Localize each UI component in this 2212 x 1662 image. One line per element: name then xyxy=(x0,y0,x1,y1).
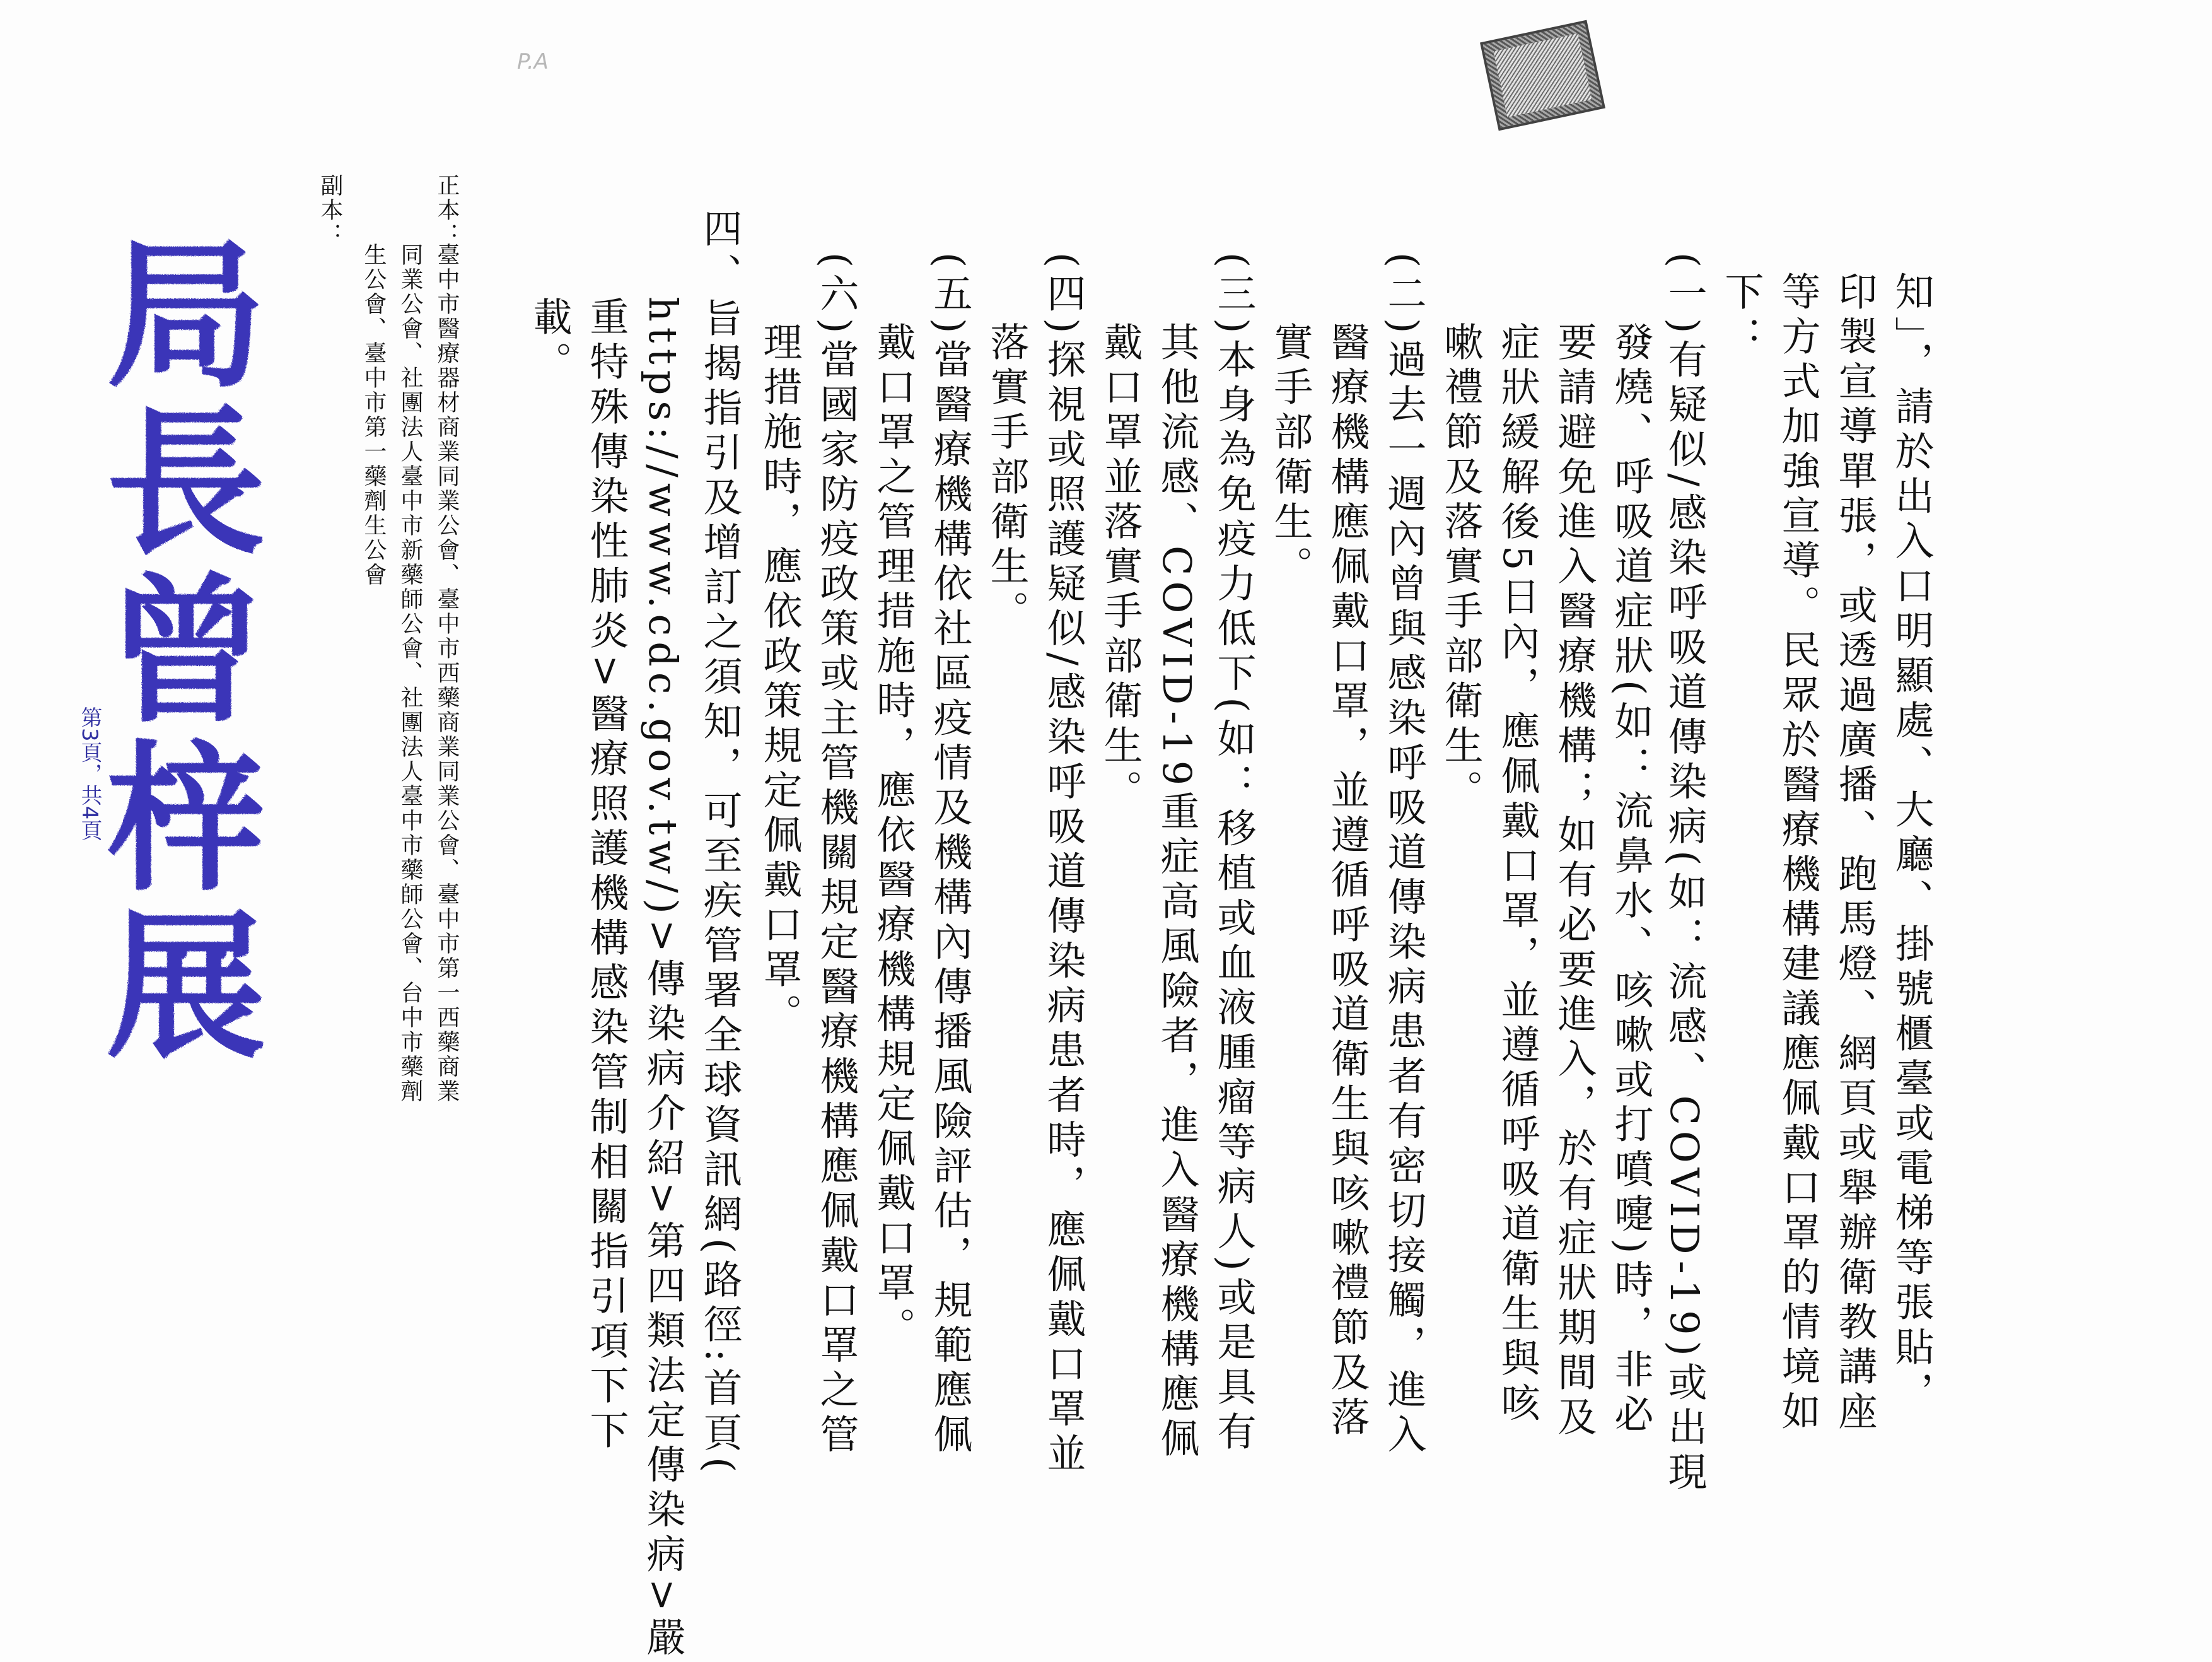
body-line: 嗽禮節及落實手部衛生。 xyxy=(1438,322,1484,814)
body-line: 下： xyxy=(1718,271,1764,361)
director-signature-seal xyxy=(76,227,296,1066)
primary-recipients-line: 臺中市醫療器材商業同業公會、臺中市西藥商業同業公會、臺中市第一西藥商業 xyxy=(434,243,460,1104)
receipt-stamp xyxy=(1480,20,1605,131)
body-line: 醫療機構應佩戴口罩，並遵循呼吸道衛生與咳嗽禮節及落 xyxy=(1324,322,1370,1441)
primary-recipients-line: 同業公會、社團法人臺中市新藥師公會、社團法人臺中市藥師公會、台中市藥劑 xyxy=(397,243,423,1104)
body-line: 載。 xyxy=(527,296,573,386)
body-line: 知」，請於出入口明顯處、大廳、掛號櫃臺或電梯等張貼， xyxy=(1889,271,1935,1416)
page-number: 第3頁，共4頁 xyxy=(77,706,102,841)
body-line: 理措施時，應依政策規定佩戴口罩。 xyxy=(757,322,803,1038)
body-line: (四)探視或照護疑似/感染呼吸道傳染病患者時，應佩戴口罩並 xyxy=(1040,252,1086,1478)
body-line: 印製宣導單張，或透過廣播、跑馬燈、網頁或舉辦衛教講座 xyxy=(1832,271,1878,1436)
seal-characters: 局長曾梓展 xyxy=(106,227,266,1066)
body-line: 要請避免進入醫療機構；如有必要進入，於有症狀期間及 xyxy=(1551,322,1597,1441)
pencil-note: P.A xyxy=(517,49,549,74)
body-line: 等方式加強宣導。民眾於醫療機構建議應佩戴口罩的情境如 xyxy=(1775,271,1821,1436)
body-line: 發燒、呼吸道症狀(如：流鼻水、咳嗽或打噴嚏)時，非必 xyxy=(1608,322,1654,1439)
primary-recipients-line: 生公會、臺中市第一藥劑生公會 xyxy=(361,243,387,587)
copy-recipients-label: 副本： xyxy=(317,173,343,247)
body-line: 其他流感、COVID-19重症高風險者，進入醫療機構應佩 xyxy=(1154,322,1200,1463)
body-line: 戴口罩之管理措施時，應依醫療機構規定佩戴口罩。 xyxy=(870,322,916,1352)
body-line: (二)過去一週內曾與感染呼吸道傳染病患者有密切接觸，進入 xyxy=(1381,252,1427,1459)
body-line: (六)當國家防疫政策或主管機關規定醫療機構應佩戴口罩之管 xyxy=(813,252,859,1459)
body-line: 症狀緩解後5日內，應佩戴口罩，並遵循呼吸道衛生與咳 xyxy=(1494,322,1540,1427)
body-line: (三)本身為免疫力低下(如：移植或血液腫瘤等病人)或是具有 xyxy=(1211,252,1257,1456)
body-line: (五)當醫療機構依社區疫情及機構內傳播風險評估，規範應佩 xyxy=(927,252,973,1459)
body-line: 重特殊傳染性肺炎>醫療照護機構感染管制相關指引項下下 xyxy=(583,296,629,1454)
body-line: 落實手部衛生。 xyxy=(984,322,1030,635)
body-line: 戴口罩並落實手部衛生。 xyxy=(1097,322,1143,814)
body-line: https://www.cdc.gov.tw/)>傳染病介紹>第四類法定傳染病>嚴 xyxy=(640,296,686,1662)
primary-recipients-label: 正本： xyxy=(434,173,460,247)
body-line: 實手部衛生。 xyxy=(1267,322,1313,590)
body-line: (一)有疑似/感染呼吸道傳染病(如：流感、COVID-19)或出現 xyxy=(1662,252,1708,1496)
body-line: 四、旨揭指引及增訂之須知，可至疾管署全球資訊網(路徑:首頁( xyxy=(697,208,743,1478)
